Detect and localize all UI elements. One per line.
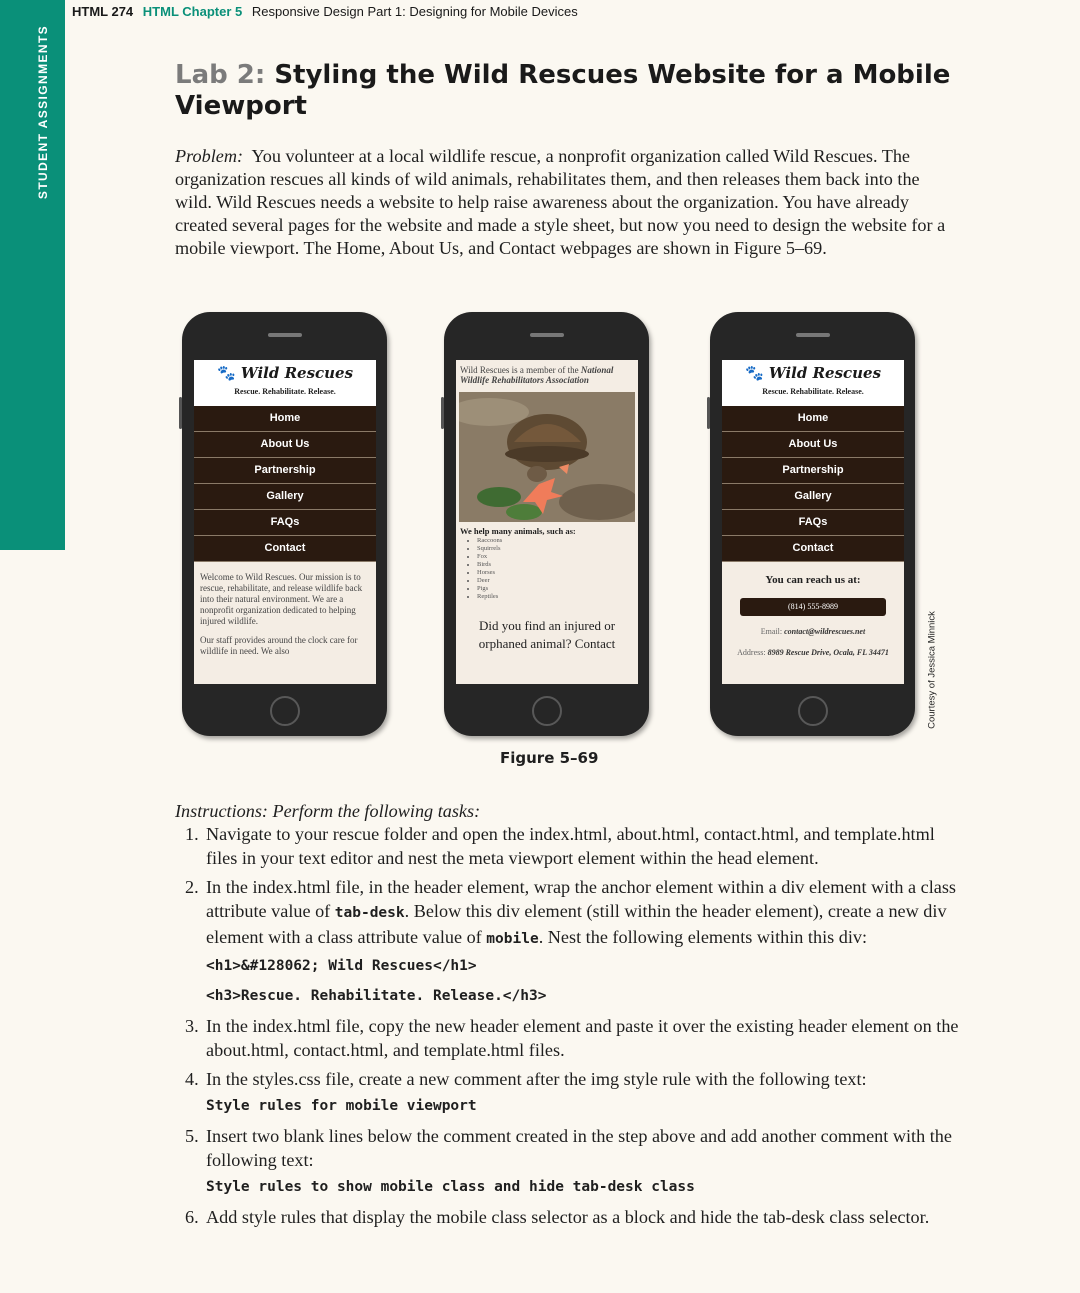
association-name: National Wildlife Rehabilitators Association — [460, 365, 614, 385]
address-line — [730, 648, 896, 658]
nav-item-partnership[interactable]: Partnership — [194, 458, 376, 484]
site-nav — [722, 406, 904, 562]
lab-number: Lab 2: — [175, 60, 266, 90]
nav-item-about[interactable]: About Us — [722, 432, 904, 458]
step-number: 6. — [185, 1207, 199, 1227]
email-label: Email: — [760, 627, 783, 636]
site-logo — [194, 364, 376, 382]
step-number: 2. — [185, 877, 199, 897]
code-line: <h1>&#128062; Wild Rescues</h1> — [206, 958, 477, 974]
association-prefix: Wild Rescues is a member of the — [460, 365, 579, 375]
instruction-step — [175, 1067, 965, 1116]
site-header — [194, 360, 376, 406]
code-line: <h3>Rescue. Rehabilitate. Release.</h3> — [206, 988, 547, 1004]
tortoise-photo — [459, 392, 635, 522]
phone-speaker — [268, 333, 302, 337]
step-text: Add style rules that display the mobile class selector as a block and hide the tab-desk class selector. — [206, 1207, 930, 1227]
paw-icon: 🐾 — [744, 364, 764, 382]
step-number: 4. — [185, 1069, 199, 1089]
site-name: Wild Rescues — [240, 364, 354, 382]
running-head — [72, 4, 578, 19]
inline-code: tab-desk — [334, 905, 405, 921]
instruction-step — [175, 1014, 965, 1062]
animals-lead: We help many animals, such as: — [460, 526, 576, 536]
step-number: 5. — [185, 1126, 199, 1146]
association-text — [460, 365, 634, 385]
list-item: • Pigs — [477, 585, 638, 593]
figure-caption: Figure 5–69 — [500, 749, 599, 767]
problem-paragraph — [175, 145, 955, 260]
nav-item-home[interactable]: Home — [722, 406, 904, 432]
phone-speaker — [796, 333, 830, 337]
code-line: Style rules to show mobile class and hide tab-desk class — [206, 1179, 695, 1195]
nav-item-gallery[interactable]: Gallery — [722, 484, 904, 510]
instruction-step — [175, 875, 965, 1006]
step-text: Insert two blank lines below the comment created in the step above and add another comment with the following text: — [206, 1126, 952, 1170]
phone-home — [182, 312, 387, 736]
phone-screen — [722, 360, 904, 684]
instruction-step — [175, 822, 965, 870]
reach-us-heading: You can reach us at: — [765, 574, 861, 586]
email-link[interactable]: contact@wildrescues.net — [784, 627, 866, 636]
phone-number-button[interactable]: (814) 555-8989 — [740, 598, 886, 616]
problem-text: You volunteer at a local wildlife rescue, a nonprofit organization called Wild Rescues. The organization rescues all kinds of wild animals, rehabilitates them, and then releases them back into the wild. Wild Rescues needs a website to help raise awareness about the organization. You have already created several pages for the website and made a style sheet, but now you need to design the website for a mobile viewport. The Home, About Us, and Contact webpages are shown in Figure 5–69. — [175, 146, 946, 258]
nav-item-home[interactable]: Home — [194, 406, 376, 432]
lab-title — [175, 60, 975, 122]
nav-item-faqs[interactable]: FAQs — [194, 510, 376, 536]
email-line — [730, 627, 896, 637]
phone-screen — [456, 360, 638, 684]
phone-home-button — [270, 696, 300, 726]
step-text: . Nest the following elements within this div: — [538, 927, 868, 947]
list-item: • Horses — [477, 569, 638, 577]
site-logo — [722, 364, 904, 382]
instructions-lead: Instructions: Perform the following tasks: — [175, 801, 481, 821]
problem-lead: Problem: — [175, 146, 244, 166]
nav-item-about[interactable]: About Us — [194, 432, 376, 458]
step-text: Navigate to your rescue folder and open the index.html, about.html, contact.html, and template.html files in your text editor and nest the meta viewport element within the head element. — [206, 824, 935, 868]
side-tab — [0, 0, 65, 550]
site-tagline: Rescue. Rehabilitate. Release. — [234, 387, 336, 396]
phone-about — [444, 312, 649, 736]
animals-list — [472, 537, 638, 601]
nav-item-contact[interactable]: Contact — [722, 536, 904, 562]
list-item: • Reptiles — [477, 593, 638, 601]
nav-item-gallery[interactable]: Gallery — [194, 484, 376, 510]
instruction-step — [175, 1124, 965, 1197]
step-text: In the index.html file, copy the new header element and paste it over the existing header element on the about.html, contact.html, and template.html files. — [206, 1016, 959, 1060]
image-credit: Courtesy of Jessica Minnick — [926, 611, 938, 729]
lab-title-text: Styling the Wild Rescues Website for a Mobile Viewport — [175, 60, 951, 121]
list-item: • Deer — [477, 577, 638, 585]
site-nav — [194, 406, 376, 562]
instruction-steps — [175, 822, 965, 1234]
inline-code: mobile — [486, 931, 539, 947]
injured-animal-cta: Did you find an injured or orphaned animal? Contact — [478, 618, 616, 651]
nav-item-faqs[interactable]: FAQs — [722, 510, 904, 536]
side-tab-label: STUDENT ASSIGNMENTS — [36, 24, 50, 200]
home-paragraph: Our staff provides around the clock care for wildlife in need. We also — [200, 635, 358, 656]
nav-item-partnership[interactable]: Partnership — [722, 458, 904, 484]
phone-screen — [194, 360, 376, 684]
address-text: 8989 Rescue Drive, Ocala, FL 34471 — [767, 648, 889, 657]
chapter-topic: Responsive Design Part 1: Designing for Mobile Devices — [251, 4, 578, 19]
step-text: . Below this div element (still within the header element), create a new div element with a class attribute value of — [206, 901, 947, 947]
home-paragraph: Welcome to Wild Rescues. Our mission is to rescue, rehabilitate, and release wildlife back into their natural environment. We are a nonprofit organization dedicated to helping injured wildlife. — [200, 572, 363, 626]
code-line: Style rules for mobile viewport — [206, 1098, 477, 1114]
site-name: Wild Rescues — [768, 364, 882, 382]
site-header — [722, 360, 904, 406]
address-label: Address: — [737, 648, 766, 657]
site-tagline: Rescue. Rehabilitate. Release. — [762, 387, 864, 396]
phone-speaker — [530, 333, 564, 337]
list-item: • Birds — [477, 561, 638, 569]
instruction-step — [175, 1205, 965, 1229]
phone-contact — [710, 312, 915, 736]
page-number: HTML 274 — [72, 4, 134, 19]
list-item: • Raccoons — [477, 537, 638, 545]
step-text: In the styles.css file, create a new comment after the img style rule with the following text: — [206, 1069, 867, 1089]
nav-item-contact[interactable]: Contact — [194, 536, 376, 562]
step-number: 1. — [185, 824, 199, 844]
step-text: In the index.html file, in the header element, wrap the anchor element within a div element with a class attribute value of — [206, 877, 956, 921]
phone-home-button — [798, 696, 828, 726]
step-number: 3. — [185, 1016, 199, 1036]
paw-icon: 🐾 — [216, 364, 236, 382]
tortoise-image — [459, 392, 635, 522]
chapter-label: HTML Chapter 5 — [142, 4, 243, 19]
list-item: • Fox — [477, 553, 638, 561]
phone-home-button — [532, 696, 562, 726]
list-item: • Squirrels — [477, 545, 638, 553]
